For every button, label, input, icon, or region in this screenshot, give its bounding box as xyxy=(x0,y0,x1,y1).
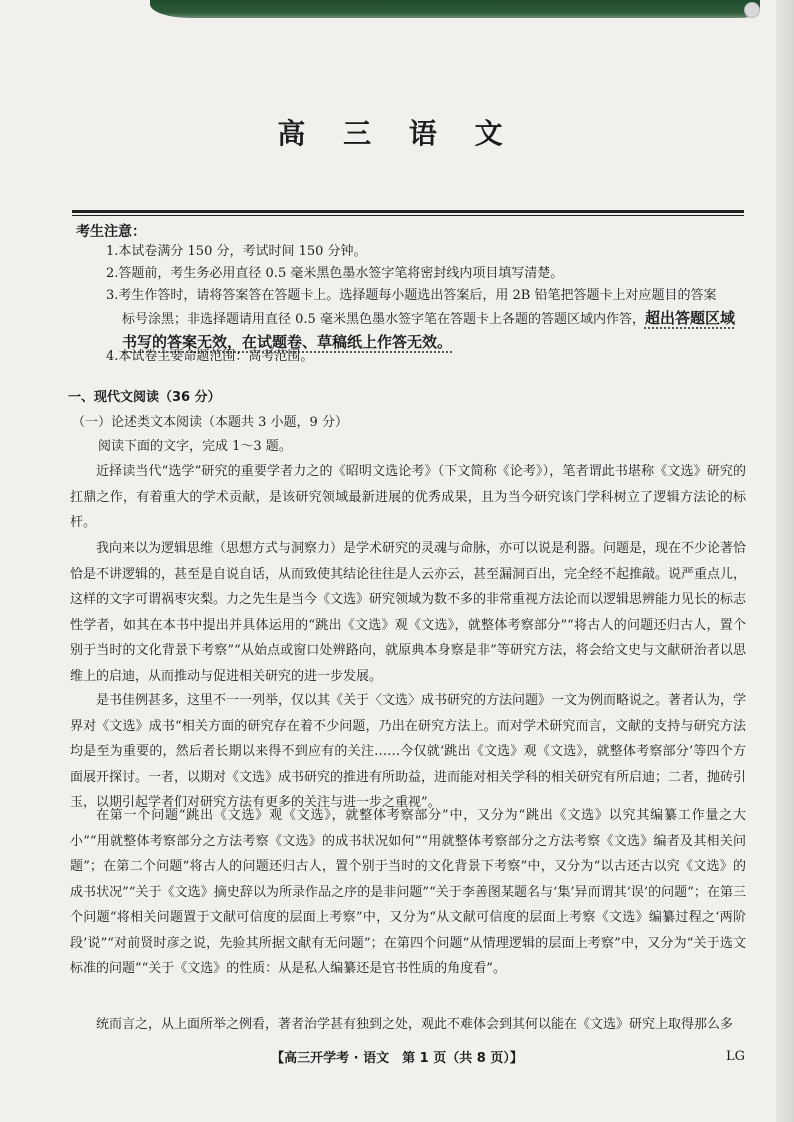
body-paragraph-5: 统而言之，从上面所举之例看，著者治学甚有独到之处，观此不难体会到其何以能在《文选》研究上取得那么多 xyxy=(96,1017,734,1032)
page-edge-shadow xyxy=(776,0,794,1122)
notice-item-1: 1.本试卷满分 150 分，考试时间 150 分钟。 xyxy=(106,244,367,259)
reading-instruction: 阅读下面的文字，完成 1～3 题。 xyxy=(98,439,292,454)
header-rule-thin xyxy=(72,215,744,216)
section-heading: 一、现代文阅读（36 分） xyxy=(68,390,221,405)
notice-item-3-text: 标号涂黑；非选择题请用直径 0.5 毫米黑色墨水签字笔在答题卡上各题的答题区域内作答， xyxy=(122,312,645,327)
body-paragraph-3: 是书佳例甚多，这里不一一列举，仅以其《关于〈文选〉成书研究的方法问题》一文为例而略说之。著者认为，学界对《文选》成书“相关方面的研究存在着不少问题，乃出在研究方法上。而对学术研究而言，文献的支持与研究方法均是至为重要的，然后者长期以来得不到应有的关注……今仅就‘跳出《文选》观《文选》，就整体考察部分’等四个方面展开探讨。一者，以期对《文选》成书研究的推进有所助益，进而能对相关学科的相关研究有所启迪；二者，抛砖引玉，以期引起学者们对研究方法有更多的关注与进一步之重视”。 xyxy=(70,693,747,810)
notice-heading: 考生注意： xyxy=(76,224,146,240)
footer-code: LG xyxy=(726,1049,746,1064)
body-paragraph-2: 我向来以为逻辑思维（思想方式与洞察力）是学术研究的灵魂与命脉，亦可以说是利器。问题是，现在不少论著恰恰是不讲逻辑的，甚至是自说自话，从而致使其结论往往是人云亦云，甚至漏洞百出，完全经不起推敲。说严重点儿，这样的文字可谓祸枣灾梨。力之先生是当今《文选》研究领域为数不多的非常重视方法论而以逻辑思辨能力见长的标志性学者，如其在本书中提出并具体运用的“跳出《文选》观《文选》，就整体考察部分”“将古人的问题还归古人，置个别于当时的文化背景下考察”“从始点或窗口处辨路向，就原典本身察是非”等研究方法，将会给文史与文献研治者以思维上的启迪，从而推动与促进相关研究的进一步发展。 xyxy=(70,541,747,684)
body-paragraph-1: 近择读当代“选学”研究的重要学者力之的《昭明文选论考》（下文简称《论考》），笔者谓此书堪称《文选》研究的扛鼎之作，有着重大的学术贡献，是该研究领域最新进展的优秀成果，且为当今研究该门学科树立了逻辑方法论的标杆。 xyxy=(70,464,746,530)
corner-hole-mark xyxy=(744,2,760,18)
body-paragraph-4: 在第一个问题“跳出《文选》观《文选》，就整体考察部分”中，又分为“跳出《文选》以究其编纂工作量之大小”“用就整体考察部分之方法考察《文选》的成书状况如何”“用就整体考察部分之方法考察《文选》编者及其相关问题”；在第二个问题“将古人的问题还归古人，置个别于当时的文化背景下考察”中，又分为“以古还古以究《文选》的成书状况”“关于《文选》摘史辞以为所录作品之序的是非问题”“关于李善图某题名与‘集’异而谓其‘误’的问题”；在第三个问题“将相关问题置于文献可信度的层面上考察”中，又分为“从文献可信度的层面上考察《文选》编纂过程之‘两阶段’说”“对前贤时彦之说，先验其所据文献有无问题”；在第四个问题“从情理逻辑的层面上考察”中，又分为“关于选文标准的问题”“关于《文选》的性质：从是私人编纂还是官书性质的角度看”。 xyxy=(70,808,746,976)
section-subheading: （一）论述类文本阅读（本题共 3 小题，9 分） xyxy=(72,415,348,430)
page-footer: 【高三开学考 · 语文 第 1 页（共 8 页）】 xyxy=(271,1051,523,1066)
notice-item-2: 2.答题前，考生务必用直径 0.5 毫米黑色墨水签字笔将密封线内项目填写清楚。 xyxy=(106,266,564,281)
top-binding-band xyxy=(150,0,760,18)
header-rule-thick xyxy=(72,210,744,213)
notice-item-3-emphasis: 超出答题区域书写的答案无效，在试题卷、草稿纸上作答无效。 xyxy=(122,309,735,351)
notice-item-4: 4.本试卷主要命题范围：高考范围。 xyxy=(106,349,314,364)
notice-item-3-line1: 3.考生作答时，请将答案答在答题卡上。选择题每小题选出答案后，用 2B 铅笔把答题卡上对应题目的答案 xyxy=(106,288,717,303)
page-title: 高 三 语 文 xyxy=(277,117,517,150)
notice-item-3 xyxy=(106,285,746,355)
